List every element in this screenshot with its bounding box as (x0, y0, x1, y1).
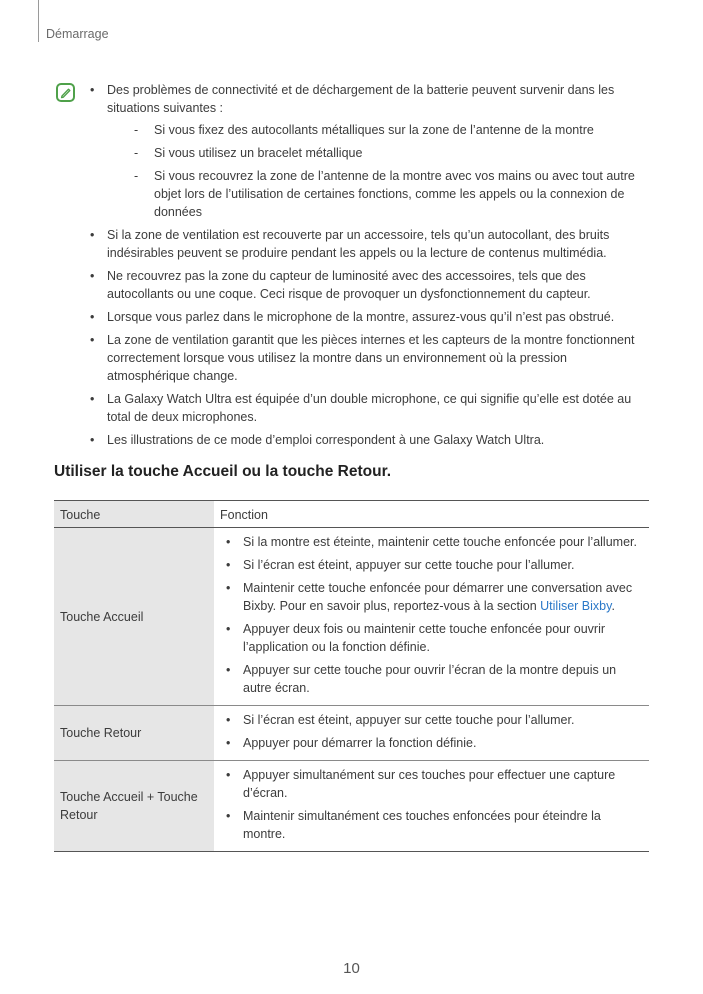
function-item: • Si la montre est éteinte, maintenir cette touche enfoncée pour l’allumer. (226, 533, 641, 551)
note-text: Des problèmes de connectivité et de déchargement de la batterie peuvent survenir dans les situations suivantes : (107, 83, 615, 115)
function-cell (214, 706, 649, 761)
table-header-row (54, 501, 649, 528)
note-item: • Ne recouvrez pas la zone du capteur de luminosité avec des accessoires, tels que des autocollants ou une coque. Ceci risque de provoquer un dysfonctionnement du capteur. (90, 267, 650, 303)
note-subitem: - Si vous recouvrez la zone de l’antenne de la montre avec vos mains ou avec tout autre objet lors de l’utilisation de certaines fonctions, comme les appels ou la connexion de données (107, 167, 650, 221)
note-item: • La Galaxy Watch Ultra est équipée d’un double microphone, ce qui signifie qu’elle est dotée au total de deux microphones. (90, 390, 650, 426)
page-number: 10 (343, 960, 360, 977)
note-sublist (107, 121, 650, 221)
section-title: Utiliser la touche Accueil ou la touche Retour. (54, 463, 392, 480)
note-subitem: - Si vous fixez des autocollants métalliques sur la zone de l’antenne de la montre (107, 121, 650, 139)
utiliser-bixby-link[interactable]: Utiliser Bixby (540, 599, 612, 613)
table-row (54, 528, 649, 706)
function-item-text: Maintenir cette touche enfoncée pour démarrer une conversation avec Bixby. Pour en savoir plus, reportez-vous à la section (243, 581, 633, 613)
column-header-function: Fonction (214, 501, 649, 528)
function-item: • Appuyer simultanément sur ces touches pour effectuer une capture d’écran. (226, 766, 641, 802)
keys-table (54, 500, 649, 852)
note-item: • La zone de ventilation garantit que les pièces internes et les capteurs de la montre fonctionnent correctement lorsque vous utilisez la montre dans un environnement où la pression atmosphérique change. (90, 331, 650, 385)
note-item (90, 81, 650, 221)
function-item: • Appuyer pour démarrer la fonction définie. (226, 734, 641, 752)
function-cell (214, 761, 649, 852)
key-cell: Touche Retour (54, 706, 214, 761)
function-item: • Si l’écran est éteint, appuyer sur cette touche pour l’allumer. (226, 556, 641, 574)
header-divider (38, 0, 39, 42)
note-item: • Si la zone de ventilation est recouverte par un accessoire, tels qu’un autocollant, des bruits indésirables peuvent se produire pendant les appels ou la lecture de contenus multimédia. (90, 226, 650, 262)
section-header: Démarrage (46, 27, 109, 41)
function-item: • Appuyer deux fois ou maintenir cette touche enfoncée pour ouvrir l’application ou la fonction définie. (226, 620, 641, 656)
key-cell: Touche Accueil + Touche Retour (54, 761, 214, 852)
table-row (54, 761, 649, 852)
column-header-key: Touche (54, 501, 214, 528)
function-item: • Maintenir simultanément ces touches enfoncées pour éteindre la montre. (226, 807, 641, 843)
note-icon (56, 83, 75, 102)
note-item: • Les illustrations de ce mode d’emploi correspondent à une Galaxy Watch Ultra. (90, 431, 650, 449)
function-item: • Si l’écran est éteint, appuyer sur cette touche pour l’allumer. (226, 711, 641, 729)
note-item: • Lorsque vous parlez dans le microphone de la montre, assurez-vous qu’il n’est pas obstrué. (90, 308, 650, 326)
function-item (226, 579, 641, 615)
table-row (54, 706, 649, 761)
notes-list (90, 81, 650, 454)
function-cell (214, 528, 649, 706)
note-subitem: - Si vous utilisez un bracelet métallique (107, 144, 650, 162)
key-cell: Touche Accueil (54, 528, 214, 706)
function-item-text-end: . (611, 599, 615, 613)
function-item: • Appuyer sur cette touche pour ouvrir l’écran de la montre depuis un autre écran. (226, 661, 641, 697)
